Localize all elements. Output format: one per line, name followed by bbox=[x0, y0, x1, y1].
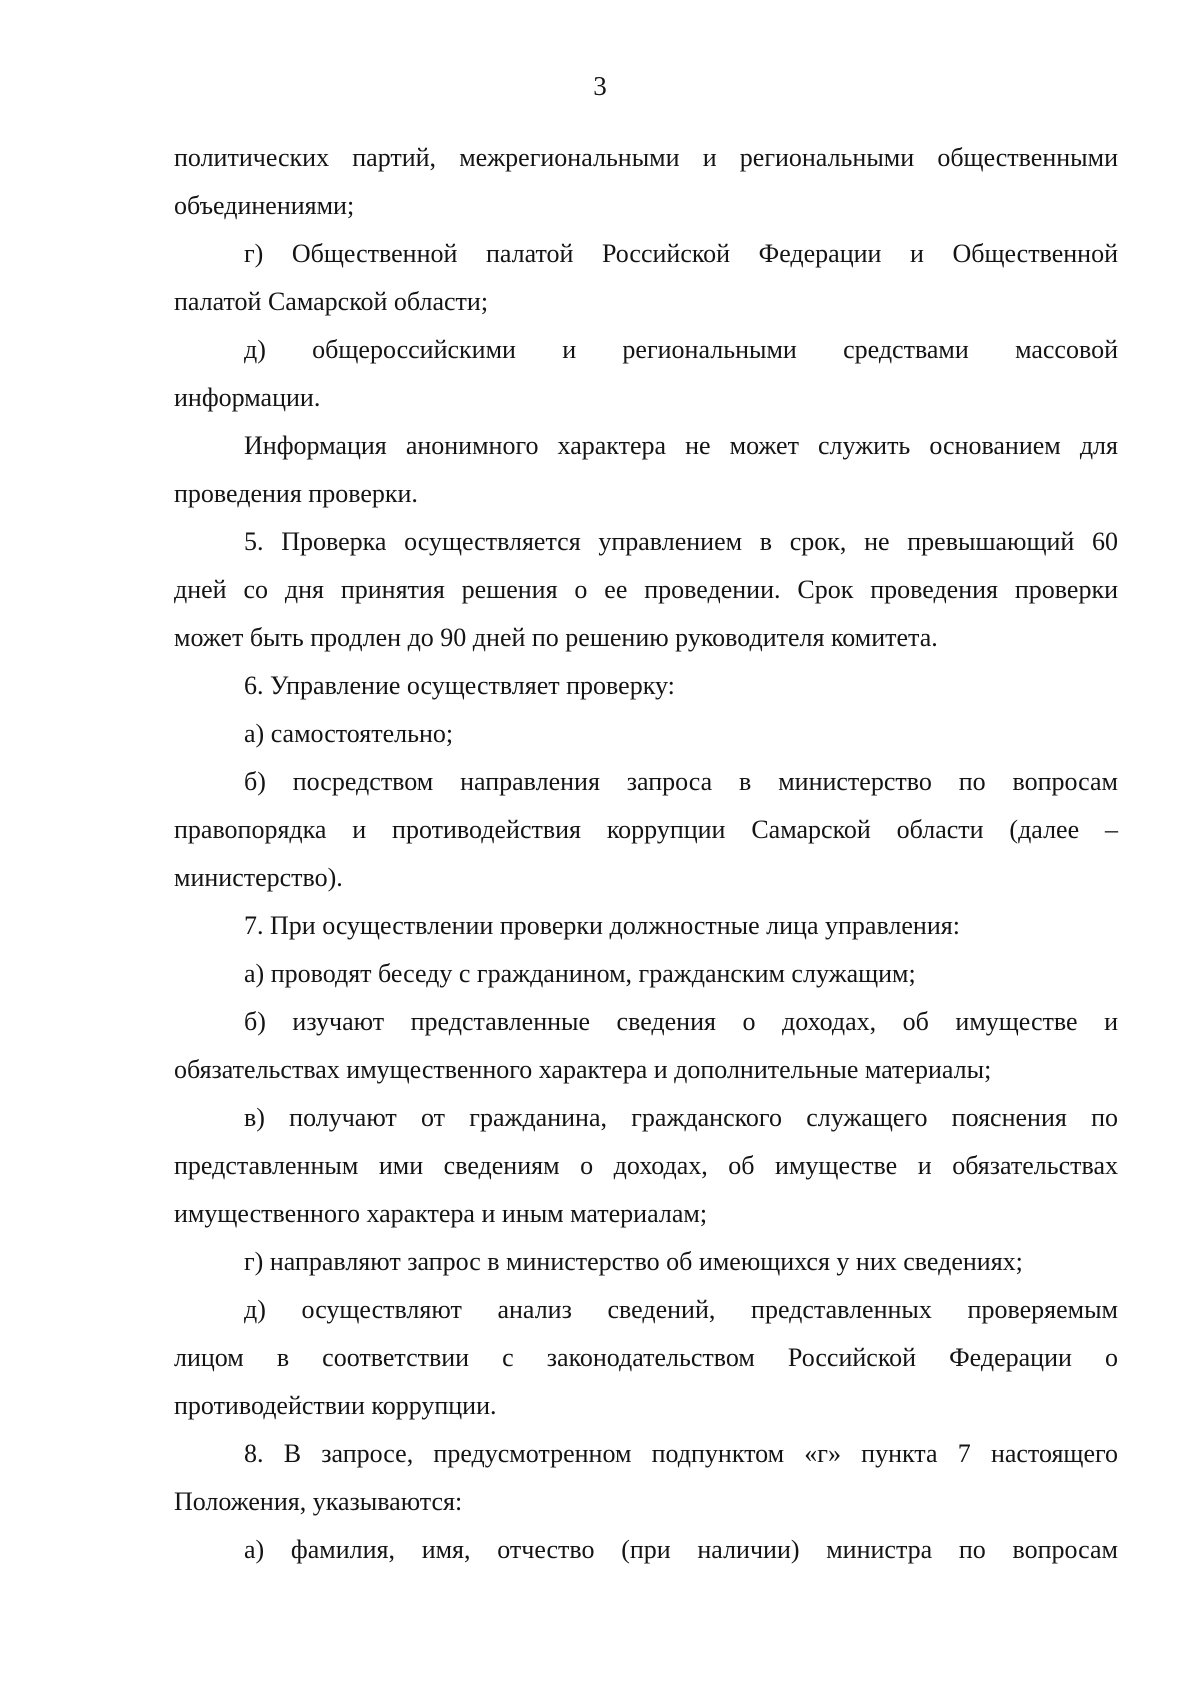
paragraph bbox=[174, 422, 1118, 518]
paragraph bbox=[174, 1286, 1118, 1430]
text-line: имущественного характера и иным материалам; bbox=[174, 1199, 708, 1228]
text-line: дней со дня принятия решения о ее проведении. Срок проведения проверки bbox=[174, 575, 1118, 604]
paragraph bbox=[174, 710, 1118, 758]
paragraph bbox=[174, 1526, 1118, 1574]
paragraph bbox=[174, 1238, 1118, 1286]
text-line: а) самостоятельно; bbox=[244, 719, 454, 748]
text-line: лицом в соответствии с законодательством Российской Федерации о bbox=[174, 1343, 1118, 1372]
text-line: Информация анонимного характера не может служить основанием для bbox=[244, 431, 1118, 460]
text-line: противодействии коррупции. bbox=[174, 1391, 497, 1420]
text-line: 8. В запросе, предусмотренном подпунктом «г» пункта 7 настоящего bbox=[244, 1439, 1118, 1468]
paragraph bbox=[174, 1094, 1118, 1238]
paragraph bbox=[174, 902, 1118, 950]
text-line: б) посредством направления запроса в министерство по вопросам bbox=[244, 767, 1118, 796]
text-line: Положения, указываются: bbox=[174, 1487, 463, 1516]
text-line: 5. Проверка осуществляется управлением в срок, не превышающий 60 bbox=[244, 527, 1118, 556]
paragraph bbox=[174, 134, 1118, 230]
text-line: министерство). bbox=[174, 863, 343, 892]
text-line: может быть продлен до 90 дней по решению руководителя комитета. bbox=[174, 623, 938, 652]
text-line: проведения проверки. bbox=[174, 479, 418, 508]
document-body bbox=[174, 134, 1118, 1574]
paragraph bbox=[174, 1430, 1118, 1526]
text-line: политических партий, межрегиональными и региональными общественными bbox=[174, 143, 1118, 172]
text-line: г) Общественной палатой Российской Федерации и Общественной bbox=[244, 239, 1118, 268]
text-line: обязательствах имущественного характера и дополнительные материалы; bbox=[174, 1055, 992, 1084]
text-line: д) осуществляют анализ сведений, представленных проверяемым bbox=[244, 1295, 1118, 1324]
text-line: а) проводят беседу с гражданином, гражданским служащим; bbox=[244, 959, 916, 988]
text-line: 7. При осуществлении проверки должностные лица управления: bbox=[244, 911, 960, 940]
text-line: объединениями; bbox=[174, 191, 355, 220]
text-line: представленным ими сведениям о доходах, об имуществе и обязательствах bbox=[174, 1151, 1118, 1180]
text-line: 6. Управление осуществляет проверку: bbox=[244, 671, 675, 700]
text-line: правопорядка и противодействия коррупции Самарской области (далее – bbox=[174, 815, 1118, 844]
paragraph bbox=[174, 326, 1118, 422]
text-line: г) направляют запрос в министерство об имеющихся у них сведениях; bbox=[244, 1247, 1023, 1276]
paragraph bbox=[174, 950, 1118, 998]
text-line: а) фамилия, имя, отчество (при наличии) министра по вопросам bbox=[244, 1535, 1118, 1564]
text-line: информации. bbox=[174, 383, 321, 412]
paragraph bbox=[174, 230, 1118, 326]
text-line: д) общероссийскими и региональными средствами массовой bbox=[244, 335, 1118, 364]
page-number: 3 bbox=[593, 71, 607, 101]
text-line: б) изучают представленные сведения о доходах, об имуществе и bbox=[244, 1007, 1118, 1036]
paragraph bbox=[174, 758, 1118, 902]
paragraph bbox=[174, 518, 1118, 662]
paragraph bbox=[174, 662, 1118, 710]
text-line: в) получают от гражданина, гражданского служащего пояснения по bbox=[244, 1103, 1118, 1132]
text-line: палатой Самарской области; bbox=[174, 287, 489, 316]
paragraph bbox=[174, 998, 1118, 1094]
